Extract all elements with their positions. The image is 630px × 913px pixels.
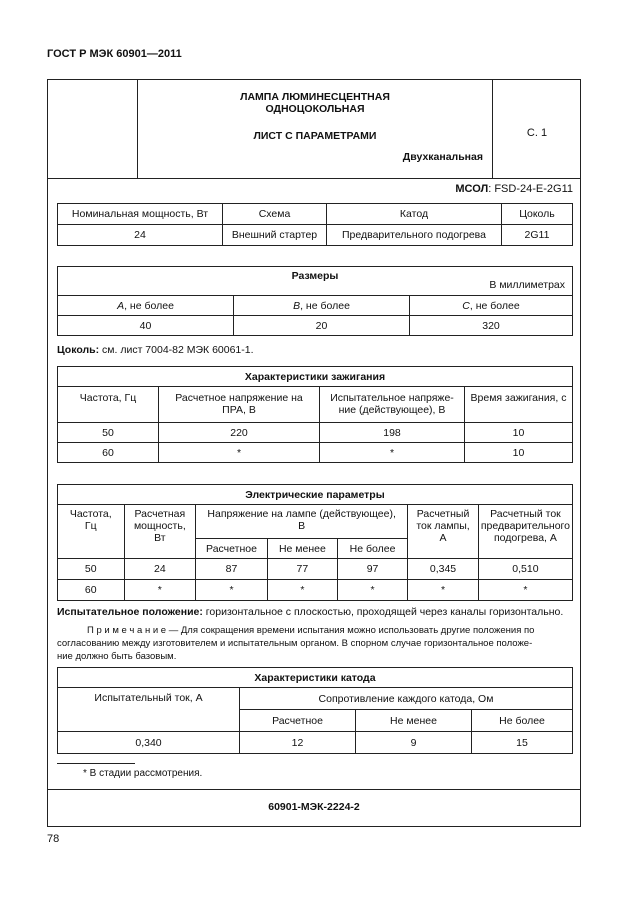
ign-cell: * <box>320 443 465 463</box>
cell-power: 24 <box>58 225 223 246</box>
el-cell: * <box>267 580 337 601</box>
electrical-title: Электрические параметры <box>58 485 573 505</box>
cell-cathode: Предварительного подогрева <box>327 225 502 246</box>
variant-label: Двухканальная <box>402 151 483 163</box>
ign-cell: 220 <box>159 423 320 443</box>
el-sub-max: Не более <box>337 539 407 559</box>
el-sub-rated: Расчетное <box>196 539 268 559</box>
sheet-id: 60901-МЭК-2224-2 <box>268 801 360 813</box>
el-header-current: Расчетный ток лампы, А <box>408 505 479 559</box>
ign-cell: 10 <box>465 423 573 443</box>
col-header-base: Цоколь <box>502 204 573 225</box>
el-header-voltage: Напряжение на лампе (действующее), В <box>196 505 408 539</box>
el-cell: 24 <box>124 559 196 580</box>
el-header-preheat: Расчетный ток предварительного подогрева, А <box>478 505 572 559</box>
cathode-title: Характеристики катода <box>58 668 573 688</box>
cathode-cell: 12 <box>240 732 356 754</box>
cathode-header-resist: Сопротивление каждого катода, Ом <box>240 688 573 710</box>
sizes-unit: В миллиметрах <box>489 279 565 291</box>
cathode-sub-max: Не более <box>472 710 573 732</box>
cathode-sub-rated: Расчетное <box>240 710 356 732</box>
page-number: 78 <box>47 833 60 845</box>
el-cell: * <box>196 580 268 601</box>
ign-header-freq: Частота, Гц <box>58 387 159 423</box>
cap-line <box>57 344 254 356</box>
size-a: 40 <box>58 316 234 336</box>
msol-line <box>380 183 573 195</box>
standard-header: ГОСТ Р МЭК 60901—2011 <box>47 48 182 60</box>
el-cell: 0,345 <box>408 559 479 580</box>
el-cell: * <box>408 580 479 601</box>
col-header-scheme: Схема <box>223 204 327 225</box>
sizes-title-cell <box>58 267 573 296</box>
ignition-title: Характеристики зажигания <box>58 367 573 387</box>
el-cell: * <box>478 580 572 601</box>
electrical-table <box>57 484 573 601</box>
ignition-table <box>57 366 573 463</box>
cathode-cell: 9 <box>356 732 472 754</box>
el-sub-min: Не менее <box>267 539 337 559</box>
cathode-cell: 0,340 <box>58 732 240 754</box>
el-cell: * <box>337 580 407 601</box>
el-header-power: Расчетная мощность, Вт <box>124 505 196 559</box>
ign-cell: 198 <box>320 423 465 443</box>
cap-label: Цоколь: <box>57 344 100 356</box>
col-header-power: Номинальная мощность, Вт <box>58 204 223 225</box>
note: П р и м е ч а н и е — Для сокращения времени испытания можно использовать другие положения по согласованию между изготовителем и испытательным органом. В спорном случае горизонтальное положе- ние должно быть базовым. <box>57 625 535 662</box>
cap-text: см. лист 7004-82 МЭК 60061-1. <box>99 344 254 356</box>
ign-header-time: Время зажигания, с <box>465 387 573 423</box>
test-position <box>57 606 577 618</box>
sheet-id-rule <box>47 789 581 790</box>
size-b: 20 <box>234 316 410 336</box>
footnote-rule <box>57 763 135 764</box>
ign-header-ballast: Расчетное напряжение на ПРА, В <box>159 387 320 423</box>
el-cell: 0,510 <box>478 559 572 580</box>
size-c: 320 <box>410 316 573 336</box>
sizes-title: Размеры <box>291 270 339 282</box>
msol-label: МСОЛ <box>455 183 489 195</box>
test-position-text: горизонтальное с плоскостью, проходящей через каналы горизонтально. <box>202 606 564 618</box>
cathode-sub-min: Не менее <box>356 710 472 732</box>
main-table <box>57 203 573 246</box>
size-header-a: A, не более <box>58 296 234 316</box>
cathode-header-current: Испытательный ток, А <box>58 688 240 732</box>
title-line1: ЛАМПА ЛЮМИНЕСЦЕНТНАЯ <box>240 91 390 103</box>
page-code: С. 1 <box>526 127 548 139</box>
el-cell: * <box>124 580 196 601</box>
sizes-table <box>57 266 573 336</box>
el-cell: 77 <box>267 559 337 580</box>
title-block <box>47 79 581 179</box>
footnote: * В стадии рассмотрения. <box>83 768 203 779</box>
el-cell: 97 <box>337 559 407 580</box>
test-position-label: Испытательное положение: <box>57 606 203 618</box>
ign-header-test-voltage: Испытательное напряже- ние (действующее), В <box>320 387 465 423</box>
el-cell: 87 <box>196 559 268 580</box>
col-header-cathode: Катод <box>327 204 502 225</box>
ign-cell: 60 <box>58 443 159 463</box>
ign-cell: 10 <box>465 443 573 463</box>
el-header-freq: Частота, Гц <box>58 505 125 559</box>
cathode-cell: 15 <box>472 732 573 754</box>
note-label: П р и м е ч а н и е <box>87 625 167 636</box>
cathode-table <box>57 667 573 754</box>
el-cell: 50 <box>58 559 125 580</box>
ign-cell: 50 <box>58 423 159 443</box>
msol-value: : FSD-24-E-2G11 <box>488 183 573 195</box>
cell-base: 2G11 <box>502 225 573 246</box>
ign-cell: * <box>159 443 320 463</box>
cell-scheme: Внешний стартер <box>223 225 327 246</box>
size-header-b: B, не более <box>234 296 410 316</box>
sheet-title: ЛИСТ С ПАРАМЕТРАМИ <box>253 130 377 142</box>
title-line2: ОДНОЦОКОЛЬНАЯ <box>265 103 365 115</box>
el-cell: 60 <box>58 580 125 601</box>
size-header-c: C, не более <box>410 296 573 316</box>
